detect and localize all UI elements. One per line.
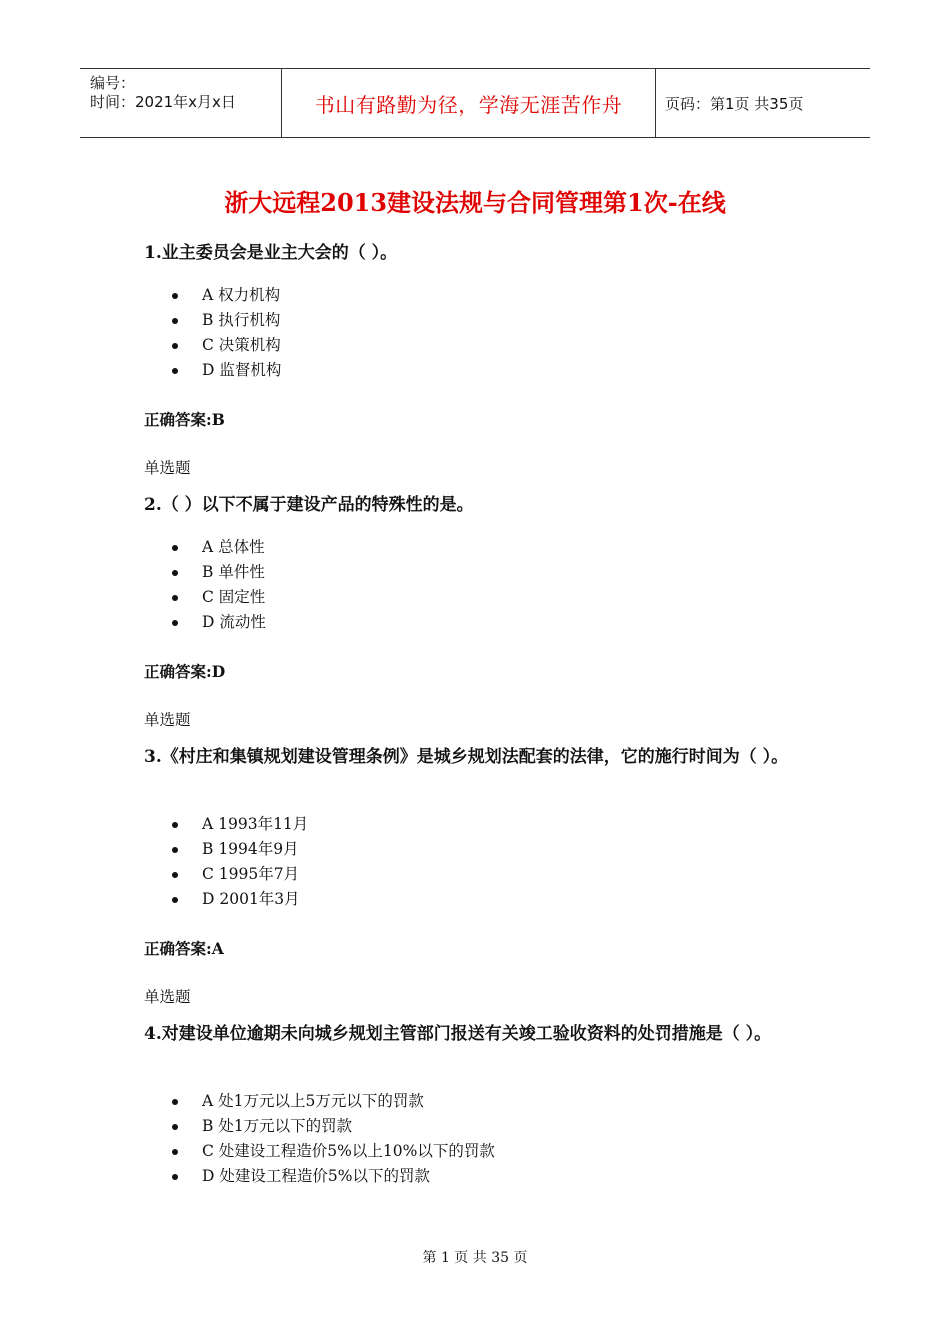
option-label: C 处建设工程造价5%以上10%以下的罚款 — [202, 1142, 495, 1160]
option-label: B 1994年9月 — [202, 840, 299, 858]
option-item — [144, 1164, 824, 1189]
page-code: 页码：第1页 共35页 — [665, 95, 804, 113]
option-label: A 总体性 — [202, 538, 265, 556]
bullet-icon — [172, 1174, 178, 1180]
header-motto-cell — [281, 69, 656, 137]
option-label: B 单件性 — [202, 563, 265, 581]
question-type: 单选题 — [144, 711, 191, 729]
option-label: D 2001年3月 — [202, 890, 300, 908]
bullet-icon — [172, 847, 178, 853]
option-item — [144, 837, 824, 862]
bullet-icon — [172, 595, 178, 601]
question-type: 单选题 — [144, 988, 191, 1006]
question-text: 4.对建设单位逾期未向城乡规划主管部门报送有关竣工验收资料的处罚措施是（ ）。 — [144, 1024, 772, 1044]
question-3-options — [144, 812, 824, 912]
option-label: D 流动性 — [202, 613, 266, 631]
date-line: 时间：2021年x月x日 — [90, 93, 236, 111]
bullet-icon — [172, 1124, 178, 1130]
bullet-icon — [172, 872, 178, 878]
question-2-options — [144, 535, 824, 635]
bullet-icon — [172, 545, 178, 551]
option-label: A 处1万元以上5万元以下的罚款 — [202, 1092, 424, 1110]
bullet-icon — [172, 822, 178, 828]
option-item — [144, 283, 824, 308]
bullet-icon — [172, 368, 178, 374]
option-item — [144, 535, 824, 560]
option-item — [144, 560, 824, 585]
option-label: C 1995年7月 — [202, 865, 300, 883]
header-page-cell — [655, 69, 870, 137]
option-label: C 固定性 — [202, 588, 266, 606]
option-label: A 权力机构 — [202, 286, 281, 304]
question-text: 2.（ ）以下不属于建设产品的特殊性的是。 — [144, 495, 474, 515]
correct-answer: 正确答案:D — [144, 662, 226, 681]
document-title: 浙大远程2013建设法规与合同管理第1次-在线 — [224, 188, 726, 217]
question-text: 3.《村庄和集镇规划建设管理条例》是城乡规划法配套的法律，它的施行时间为（ ）。 — [144, 747, 789, 767]
option-item — [144, 1089, 824, 1114]
bullet-icon — [172, 897, 178, 903]
bullet-icon — [172, 1149, 178, 1155]
option-item — [144, 862, 824, 887]
option-label: C 决策机构 — [202, 336, 281, 354]
option-item — [144, 585, 824, 610]
bullet-icon — [172, 343, 178, 349]
number-label: 编号： — [90, 74, 136, 92]
option-label: D 监督机构 — [202, 361, 282, 379]
document-header — [80, 68, 870, 138]
question-4-options — [144, 1089, 824, 1189]
correct-answer: 正确答案:A — [144, 939, 224, 958]
option-item — [144, 1139, 824, 1164]
bullet-icon — [172, 1099, 178, 1105]
question-type: 单选题 — [144, 459, 191, 477]
option-item — [144, 308, 824, 333]
question-1-options — [144, 283, 824, 383]
bullet-icon — [172, 570, 178, 576]
option-label: A 1993年11月 — [202, 815, 309, 833]
option-item — [144, 887, 824, 912]
correct-answer: 正确答案:B — [144, 410, 225, 429]
question-1 — [144, 240, 824, 267]
header-meta-cell — [80, 69, 280, 137]
option-item — [144, 610, 824, 635]
bullet-icon — [172, 293, 178, 299]
page-footer: 第 1 页 共 35 页 — [422, 1250, 528, 1266]
option-item — [144, 812, 824, 837]
option-item — [144, 1114, 824, 1139]
option-label: B 处1万元以下的罚款 — [202, 1117, 353, 1135]
question-text: 1.业主委员会是业主大会的（ ）。 — [144, 243, 398, 263]
bullet-icon — [172, 620, 178, 626]
option-label: D 处建设工程造价5%以下的罚款 — [202, 1167, 430, 1185]
question-2 — [144, 492, 824, 519]
option-item — [144, 333, 824, 358]
question-4 — [144, 1021, 824, 1048]
option-label: B 执行机构 — [202, 311, 281, 329]
option-item — [144, 358, 824, 383]
question-3 — [144, 744, 824, 771]
bullet-icon — [172, 318, 178, 324]
motto: 书山有路勤为径，学海无涯苦作舟 — [314, 93, 623, 117]
